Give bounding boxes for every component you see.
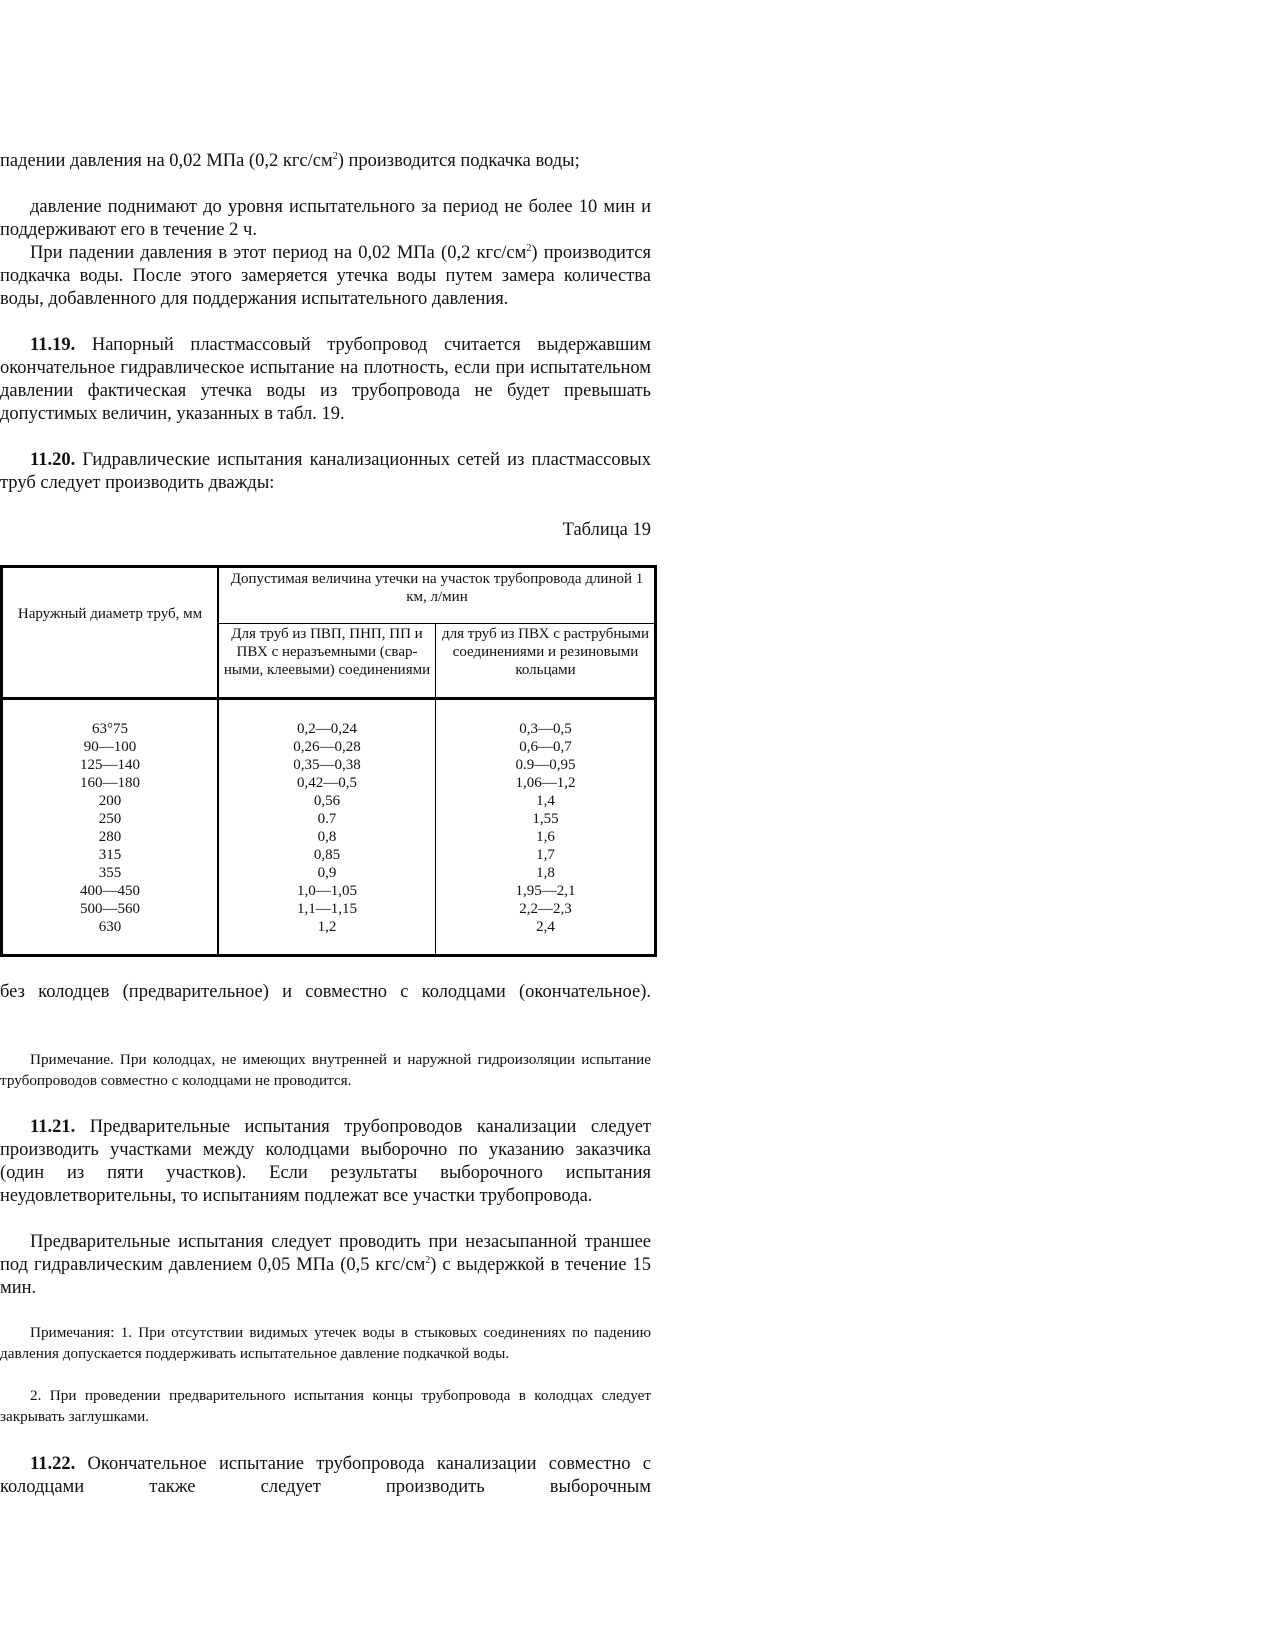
text: ) с выдержкой в течение 15 мин. (0, 1255, 651, 1298)
note-leak-joints: Примечания: 1. При отсутствии видимых утечек воды в стыковых соединениях по падению давления допускается поддерживать испытательное давление подкачкой воды. (0, 1324, 651, 1362)
superscript: 2 (425, 1255, 431, 1266)
table-cell: 1,8 (536, 865, 555, 881)
note-plugs: 2. При проведении предварительного испытания концы трубопровода в колодцах следует закрывать заглушками. (0, 1387, 651, 1425)
table-cell: 1,7 (536, 847, 555, 863)
table-cell: 0,85 (313, 847, 341, 863)
text: Окончательное испытание трубопровода канализации совместно с колодцами также следует производить выборочным (0, 1454, 651, 1497)
table-cell: 630 (98, 919, 122, 935)
leak-table (0, 565, 657, 957)
text: Гидравлические испытания канализационных сетей из пластмассовых труб следует производить дважды: (0, 450, 651, 493)
note-manholes: Примечание. При колодцах, не имеющих внутренней и наружной гидроизоляции испытание трубопроводов совместно с колодцами не проводится. (0, 1051, 651, 1089)
table-cell: 1,4 (536, 793, 555, 809)
table-caption: Таблица 19 (562, 520, 651, 540)
superscript: 2 (526, 243, 532, 254)
table-cell: 500—560 (80, 901, 140, 917)
paragraph-test-types: без колодцев (предварительное) и совместно с колодцами (окончательное). (0, 982, 651, 1002)
text: При падении давления в этот период на 0,02 МПа (0,2 кгс/см (30, 243, 527, 263)
header-diameter: Наружный диаметр труб, мм (17, 606, 203, 622)
table-cell: 315 (98, 847, 122, 863)
header-socket-pipes: для труб из ПВХ с раструбными соединениями и резиновыми кольцами (441, 626, 650, 678)
table-cell: 280 (98, 829, 122, 845)
paragraph-pressure-drop (0, 150, 651, 173)
table-cell: 0,6—0,7 (519, 739, 572, 755)
diameter-column (3, 720, 217, 936)
paragraph-preliminary-test (0, 1231, 651, 1300)
header-welded-pipes: Для труб из ПВП, ПНП, ПП и ПВХ с неразъемными (свар-ными, клеевыми) соединениями (223, 626, 431, 678)
text: ) производится подкачка воды; (337, 151, 580, 171)
text: ) производится подкачка воды. После этого замеряется утечка воды путем замера количества воды, добавленного для поддержания испытательного давления. (0, 243, 651, 309)
socket-leak-column (437, 720, 654, 936)
table-cell: 1,06—1,2 (515, 775, 576, 791)
table-cell: 0,35—0,38 (293, 757, 361, 773)
table-cell: 0.9—0,95 (515, 757, 576, 773)
table-cell: 1,95—2,1 (515, 883, 576, 899)
table-cell: 2,4 (536, 919, 555, 935)
table-cell: 1,1—1,15 (297, 901, 357, 917)
header-allowable-leak: Допустимая величина утечки на участок трубопровода длиной 1 км, л/мин (230, 571, 644, 605)
table-cell: 0.7 (317, 811, 337, 827)
text: Предварительные испытания следует проводить при незасыпанной траншее под гидравлическим давлением 0,05 МПа (0,5 кгс/см (0, 1232, 651, 1275)
paragraph-11-21 (0, 1116, 651, 1208)
table-cell: 160—180 (80, 775, 140, 791)
table-cell: 90—100 (83, 739, 137, 755)
table-cell: 1,55 (532, 811, 559, 827)
table-cell: 400—450 (80, 883, 140, 899)
table-cell: 1,0—1,05 (297, 883, 357, 899)
paragraph-11-20 (0, 449, 651, 495)
table-cell: 0,56 (313, 793, 341, 809)
table-cell: 0,9 (317, 865, 337, 881)
table-cell: 0,26—0,28 (293, 739, 361, 755)
superscript: 2 (332, 151, 338, 162)
paragraph-leak-measure (0, 242, 651, 311)
text: падении давления на 0,02 МПа (0,2 кгс/см (0, 151, 333, 171)
text: Предварительные испытания трубопроводов канализации следует производить участками между колодцами выборочно по указанию заказчика (один из пяти участков). Если результаты выборочного испытания неудовлетворительны, то испытаниям подлежат все участки трубопровода. (0, 1117, 651, 1206)
paragraph-11-22 (0, 1453, 651, 1499)
table-cell: 63°75 (92, 721, 128, 737)
clause-number: 11.21. (30, 1117, 76, 1137)
table-cell: 1,2 (317, 919, 337, 935)
table-cell: 355 (98, 865, 122, 881)
table-cell: 2,2—2,3 (519, 901, 572, 917)
table-cell: 250 (98, 811, 122, 827)
table-cell: 125—140 (80, 757, 140, 773)
clause-number: 11.22. (30, 1454, 76, 1474)
table-cell: 200 (98, 793, 122, 809)
table-cell: 0,2—0,24 (297, 721, 357, 737)
table-cell: 0,3—0,5 (519, 721, 572, 737)
table-cell: 0,8 (317, 829, 337, 845)
paragraph-11-19 (0, 334, 651, 426)
text: Напорный пластмассовый трубопровод считается выдержавшим окончательное гидравлическое испытание на плотность, если при испытательном давлении фактическая утечка воды из трубопровода не будет превышать допустимых величин, указанных в табл. 19. (0, 335, 651, 424)
clause-number: 11.20. (30, 450, 76, 470)
welded-leak-column (219, 720, 435, 936)
clause-number: 11.19. (30, 335, 76, 355)
paragraph-raise-pressure: давление поднимают до уровня испытательного за период не более 10 мин и поддерживают его в течение 2 ч. (0, 197, 651, 240)
table-cell: 0,42—0,5 (297, 775, 357, 791)
table-cell: 1,6 (536, 829, 555, 845)
